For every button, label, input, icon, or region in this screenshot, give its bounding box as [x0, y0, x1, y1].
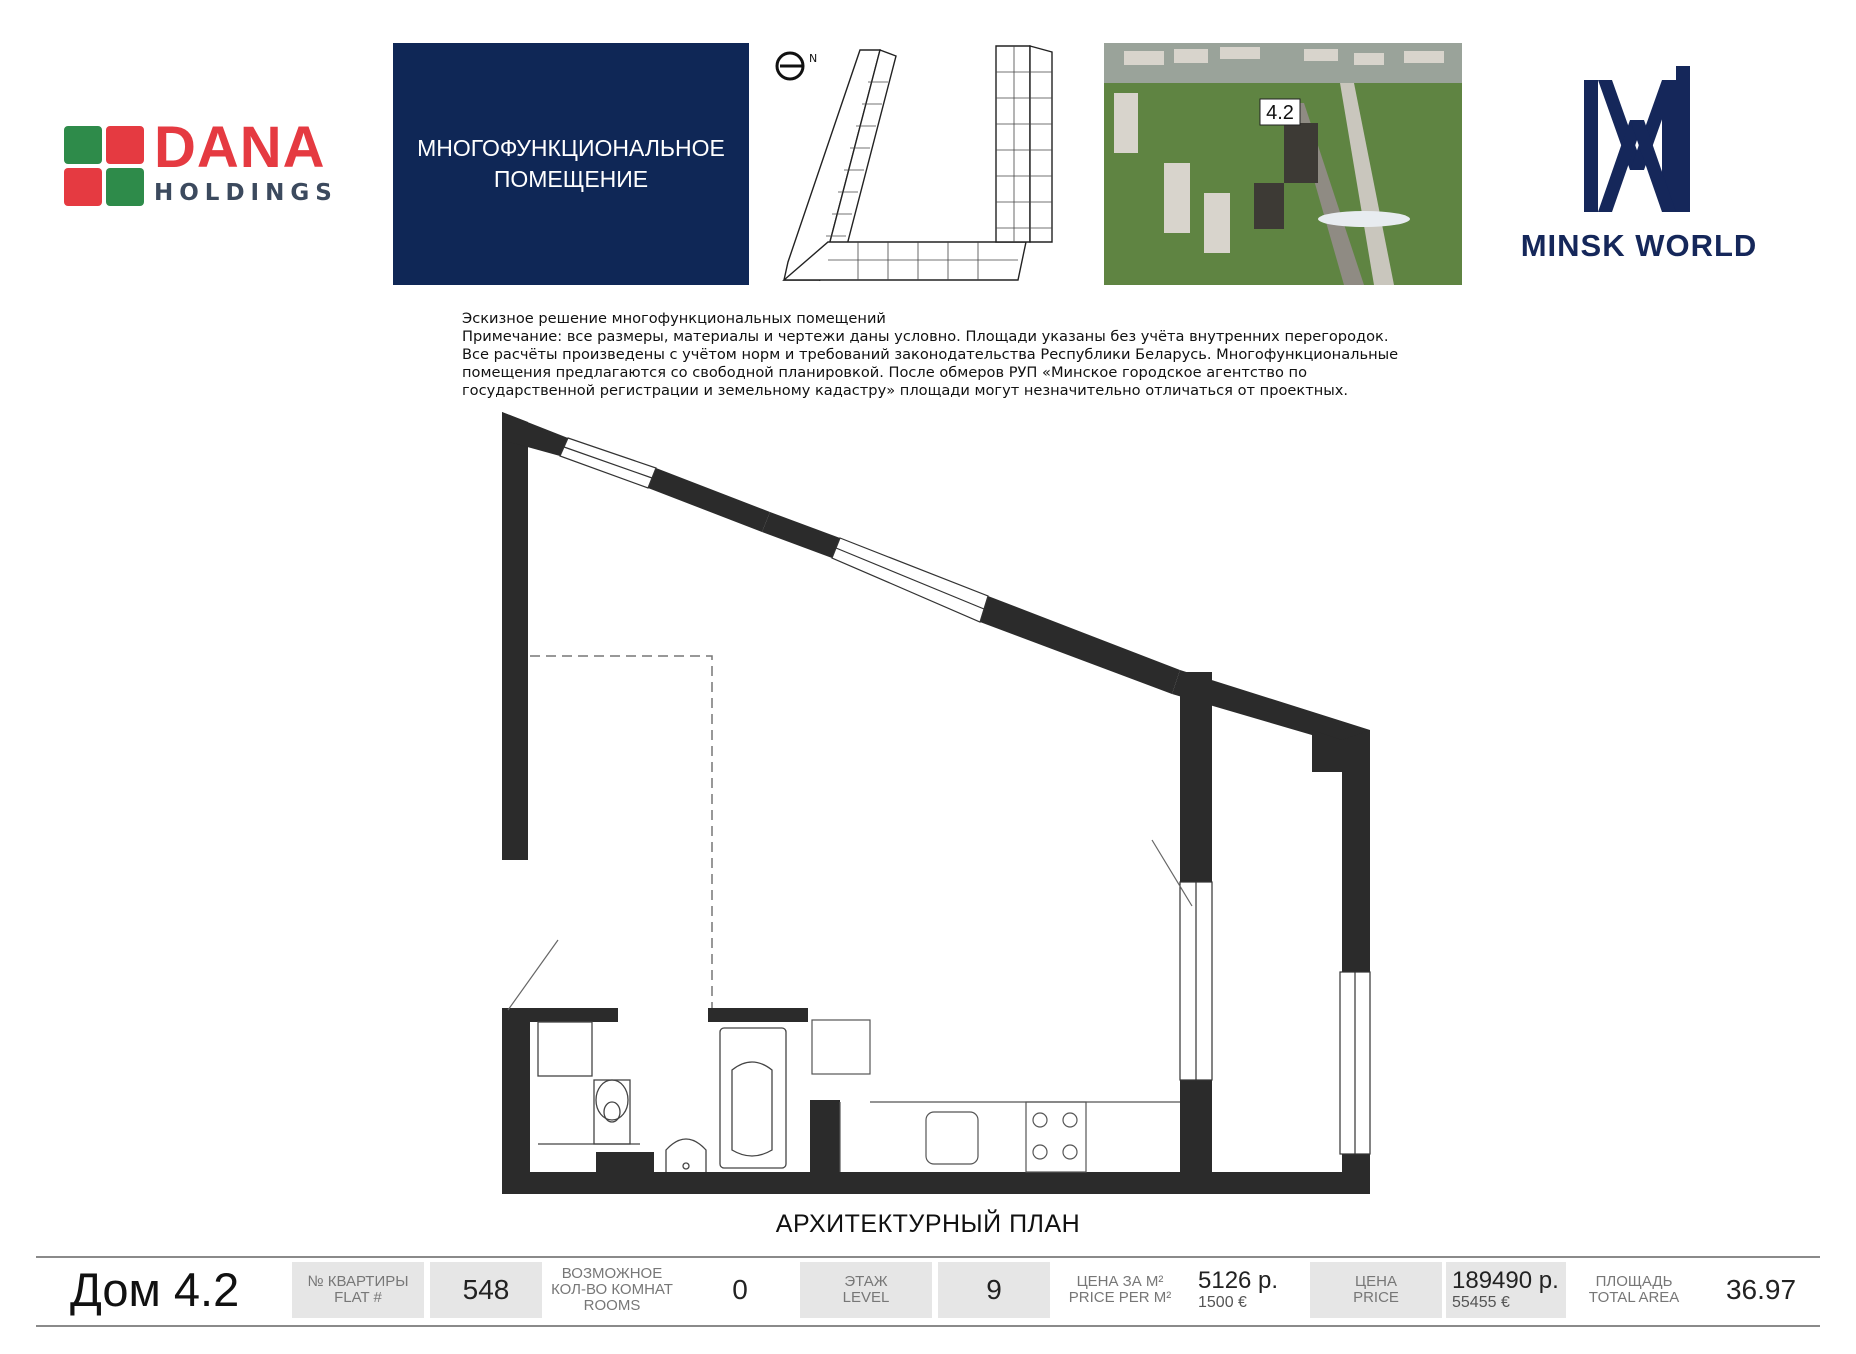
area-label-en: TOTAL AREA	[1588, 1289, 1680, 1306]
price-value-byn: 189490 р.	[1452, 1267, 1559, 1294]
walls	[502, 412, 1370, 1194]
bathroom-fixtures	[538, 1022, 786, 1172]
rooms-label-cell	[546, 1262, 678, 1318]
price-label-en: PRICE	[1353, 1289, 1399, 1306]
ppm-label-en: PRICE PER М²	[1068, 1289, 1172, 1306]
ppm-value-byn: 5126 р.	[1198, 1267, 1279, 1294]
level-label-en: LEVEL	[842, 1289, 890, 1306]
logo-square-green	[106, 168, 144, 206]
area-label-ru: ПЛОЩАДЬ	[1595, 1273, 1673, 1290]
ppm-value-eur: 1500 €	[1198, 1294, 1247, 1311]
compass-north-label: N	[809, 52, 818, 65]
dana-logo-sub: HOLDINGS	[154, 180, 338, 206]
logo-square-red	[64, 168, 102, 206]
premises-type-line1: МНОГОФУНКЦИОНАЛЬНОЕ	[417, 135, 725, 161]
note-line: Примечание: все размеры, материалы и чертежи даны условно. Площади указаны без учёта внутренних перегородок.	[462, 328, 1389, 345]
minsk-world-logo	[1494, 60, 1784, 270]
ppm-label-ru: ЦЕНА ЗА М²	[1076, 1273, 1164, 1290]
rooms-value: 0	[732, 1274, 748, 1305]
flat-label-ru: № КВАРТИРЫ	[307, 1273, 409, 1290]
plan-title: АРХИТЕКТУРНЫЙ ПЛАН	[775, 1210, 1081, 1238]
price-label-cell	[1310, 1262, 1442, 1318]
area-label-cell	[1572, 1262, 1696, 1318]
architectural-floor-plan	[480, 400, 1400, 1200]
footer-rule-top	[36, 1256, 1820, 1258]
compass-icon	[777, 53, 803, 79]
ppm-value-cell	[1198, 1262, 1308, 1318]
door-swings	[508, 840, 1192, 1010]
rooms-label-line1: ВОЗМОЖНОЕ	[561, 1265, 663, 1282]
house-number: Дом 4.2	[70, 1263, 240, 1316]
disclaimer-notes	[462, 310, 1422, 400]
building-key-plan	[768, 42, 1068, 286]
note-line: помещения предлагаются со свободной планировкой. После обмеров РУП «Минское городское агентство по	[462, 364, 1308, 381]
note-line: государственной регистрации и земельному кадастру» площади могут незначительно отличаться от проектных.	[462, 382, 1349, 399]
level-value: 9	[986, 1274, 1002, 1305]
area-value: 36.97	[1725, 1274, 1797, 1305]
flat-label-cell	[292, 1262, 424, 1318]
note-line: Все расчёты произведены с учётом норм и требований законодательства Республики Беларусь. Многофункциональные	[462, 346, 1399, 363]
minsk-world-word: MINSK WORLD	[1520, 228, 1758, 263]
level-label-ru: ЭТАЖ	[844, 1273, 888, 1290]
ppm-label-cell	[1060, 1262, 1180, 1318]
flat-value-cell	[430, 1262, 542, 1318]
premises-type-banner	[393, 43, 749, 285]
rooms-label-en: ROOMS	[583, 1297, 641, 1314]
footer-rule-bottom	[36, 1325, 1820, 1327]
zone-boundary	[530, 656, 712, 1008]
area-value-cell	[1706, 1262, 1816, 1318]
premises-type-line2: ПОМЕЩЕНИЕ	[493, 166, 649, 192]
price-value-cell	[1446, 1262, 1566, 1318]
price-value-eur: 55455 €	[1452, 1294, 1510, 1311]
aerial-building-label: 4.2	[1266, 102, 1294, 124]
note-line: Эскизное решение многофункциональных помещений	[462, 310, 886, 327]
kitchen-fixtures	[812, 1020, 1180, 1172]
level-value-cell	[938, 1262, 1050, 1318]
flat-value: 548	[462, 1274, 510, 1305]
rooms-value-cell	[690, 1262, 790, 1318]
level-label-cell	[800, 1262, 932, 1318]
minsk-world-monogram-icon	[1494, 60, 1784, 230]
dana-logo-word: DANA	[154, 115, 326, 180]
price-label-ru: ЦЕНА	[1355, 1273, 1397, 1290]
dana-holdings-logo	[64, 115, 374, 210]
aerial-site-view	[1104, 43, 1462, 285]
windows	[560, 438, 1370, 1154]
flat-label-en: FLAT #	[334, 1289, 382, 1306]
logo-square-green	[64, 126, 102, 164]
rooms-label-line2: КОЛ-ВО КОМНАТ	[551, 1281, 673, 1298]
logo-square-red	[106, 126, 144, 164]
